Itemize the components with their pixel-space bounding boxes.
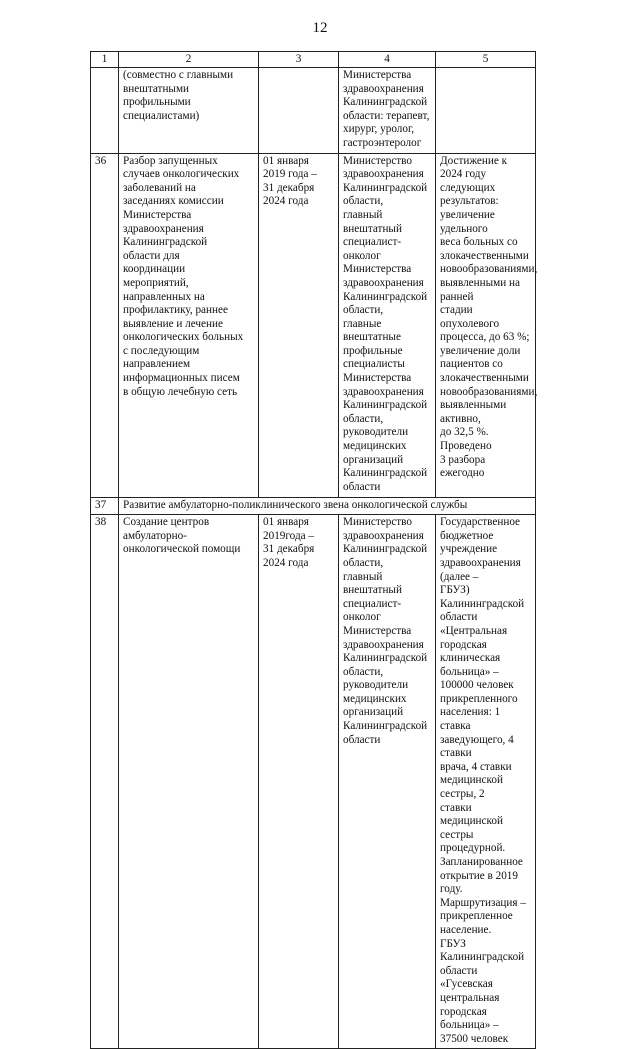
table-row [91, 153, 536, 497]
table-row [91, 515, 536, 1049]
result-cell: Государственное бюджетное учреждение здравоохранения (далее – ГБУЗ) Калининградской области «Центральная городская клиническая больница» – 100000 человек прикрепленного населения: 1 ставка заведующего, 4 ставки врача, 4 ставки медицинской сестры, 2 ставки медицинской сестры процедурной. Запланированное открытие в 2019 году. Маршрутизация – прикрепленное население. ГБУЗ Калининградской области «Гусевская центральная городская больница» – 37500 человек [436, 515, 536, 1049]
row-number: 38 [91, 515, 119, 1049]
header-cell: 2 [119, 52, 259, 68]
responsible-cell: Министерство здравоохранения Калининградской области, главный внештатный специалист- онколог Министерства здравоохранения Калининградской области, руководители медицинских организаций Калининградской области [339, 515, 436, 1049]
row-number: 37 [91, 497, 119, 515]
result-cell: Достижение к 2024 году следующих результатов: увеличение удельного веса больных со злокачественными новообразованиями, выявленными на ранней стадии опухолевого процесса, до 63 %; увеличение доли пациентов со злокачественными новообразованиями, выявленными активно, до 32,5 %. Проведено 3 разбора ежегодно [436, 153, 536, 497]
section-title: Развитие амбулаторно-поликлинического звена онкологической службы [119, 497, 536, 515]
period-cell: 01 января 2019 года – 31 декабря 2024 года [259, 153, 339, 497]
activity-cell: Разбор запущенных случаев онкологических заболеваний на заседаниях комиссии Министерства здравоохранения Калининградской области для координации мероприятий, направленных на профилактику, раннее выявление и лечение онкологических больных с последующим направлением информационных писем в общую лечебную сеть [119, 153, 259, 497]
responsible-cell: Министерство здравоохранения Калининградской области, главный внештатный специалист- онколог Министерства здравоохранения Калининградской области, главные внештатные профильные специалисты Министерства здравоохранения Калининградской области, руководители медицинских организаций Калининградской области [339, 153, 436, 497]
result-cell [436, 68, 536, 154]
row-number: 36 [91, 153, 119, 497]
period-cell: 01 января 2019года – 31 декабря 2024 года [259, 515, 339, 1049]
table-row [91, 68, 536, 154]
header-cell: 1 [91, 52, 119, 68]
period-cell [259, 68, 339, 154]
activity-cell: Создание центров амбулаторно- онкологической помощи [119, 515, 259, 1049]
table-header-row [91, 52, 536, 68]
responsible-cell: Министерства здравоохранения Калининградской области: терапевт, хирург, уролог, гастроэнтеролог [339, 68, 436, 154]
header-cell: 4 [339, 52, 436, 68]
page-number: 12 [312, 20, 328, 36]
header-cell: 5 [436, 52, 536, 68]
row-number [91, 68, 119, 154]
measures-table [90, 51, 536, 1049]
header-cell: 3 [259, 52, 339, 68]
table-section-row [91, 497, 536, 515]
activity-cell: (совместно с главными внештатными профильными специалистами) [119, 68, 259, 154]
